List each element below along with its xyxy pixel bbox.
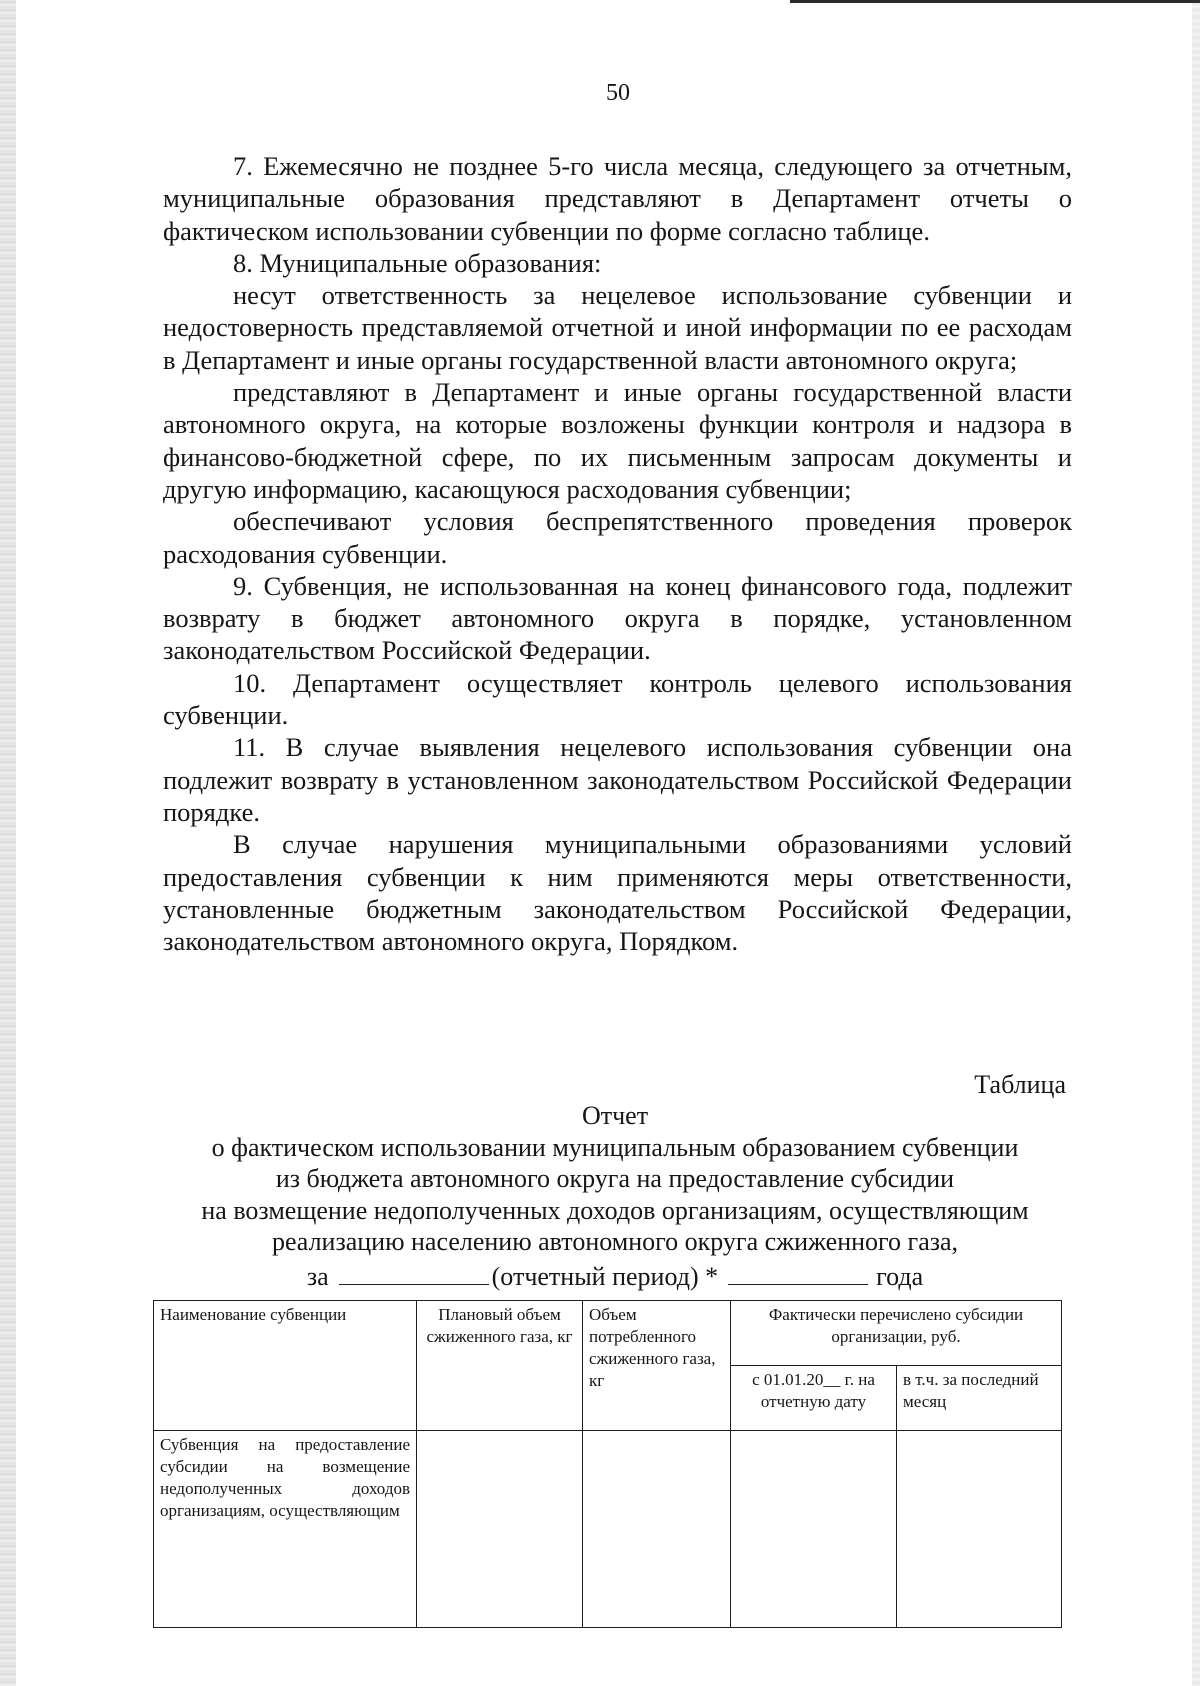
page-number: 50 (606, 80, 630, 106)
row-consumed-cell (583, 1431, 731, 1628)
paragraph-8-responsibility: несут ответственность за нецелевое использование субвенции и недостоверность представляемой отчетной и иной информации по ее расходам в Департамент и иные органы государственной власти автономного округа; (163, 280, 1072, 375)
report-title: Отчет (581, 1101, 649, 1130)
period-label: (отчетный период) * (491, 1262, 719, 1291)
row-from-date-cell (731, 1431, 897, 1628)
scan-edge-right (1192, 0, 1200, 1686)
report-subtitle-line: на возмещение недополученных доходов организациям, осуществляющим (201, 1195, 1029, 1225)
period-blank (339, 1262, 489, 1285)
scan-edge-left (0, 0, 16, 1686)
paragraph-8-submit: представляют в Департамент и иные органы государственной власти автономного округа, на которые возложены функции контроля и надзора в финансово-бюджетной сфере, по их письменным запросам документы и другую информацию, касающуюся расходования субвенции; (163, 377, 1072, 504)
paragraph-11: 11. В случае выявления нецелевого использования субвенции она подлежит возврату в установленном законодательством Российской Федерации порядке. (163, 732, 1072, 827)
header-from-date: с 01.01.20__ г. на отчетную дату (731, 1366, 897, 1431)
report-subtitle-line: о фактическом использовании муниципальным образованием субвенции (211, 1132, 1019, 1162)
row-planned-cell (417, 1431, 583, 1628)
row-last-month-cell (897, 1431, 1062, 1628)
year-blank (728, 1262, 868, 1285)
header-actual-transferred: Фактически перечислено субсидии организации, руб. (731, 1301, 1062, 1366)
table-label: Таблица (974, 1070, 1066, 1099)
table-row (154, 1431, 1062, 1628)
paragraph-9: 9. Субвенция, не использованная на конец финансового года, подлежит возврату в бюджет автономного округа в порядке, установленном законодательством Российской Федерации. (163, 570, 1072, 666)
header-consumed-volume: Объем потребленного сжиженного газа, кг (583, 1301, 731, 1431)
report-period-line (150, 1262, 1080, 1292)
report-subtitle-line: реализацию населению автономного округа сжиженного газа, (271, 1227, 959, 1256)
report-subtitle-line: из бюджета автономного округа на предоставление субсидии (275, 1164, 955, 1193)
paragraph-8: 8. Муниципальные образования: (233, 247, 602, 278)
body-text (163, 150, 1072, 957)
scan-top-line (790, 0, 1200, 3)
header-planned-volume: Плановый объем сжиженного газа, кг (417, 1301, 583, 1431)
report-title-block (150, 1100, 1080, 1258)
table-header-row (154, 1301, 1062, 1366)
paragraph-8-inspections: обеспечивают условия беспрепятственного проведения проверок расходования субвенции. (163, 506, 1072, 569)
period-suffix: года (876, 1262, 924, 1291)
paragraph-11-violation: В случае нарушения муниципальными образованиями условий предоставления субвенции к ним применяются меры ответственности, установленные бюджетным законодательством Российской Федерации, законодательством автономного округа, Порядком. (163, 829, 1072, 957)
header-subvention-name: Наименование субвенции (154, 1301, 417, 1431)
row-subvention-name: Субвенция на предоставление субсидии на возмещение недополученных доходов организациям, осуществляющим (154, 1431, 417, 1628)
report-table (153, 1300, 1062, 1628)
paragraph-10: 10. Департамент осуществляет контроль целевого использования субвенции. (163, 667, 1072, 731)
period-prefix: за (306, 1262, 329, 1291)
paragraph-7: 7. Ежемесячно не позднее 5-го числа месяца, следующего за отчетным, муниципальные образования представляют в Департамент отчеты о фактическом использовании субвенции по форме согласно таблице. (163, 151, 1072, 246)
header-last-month: в т.ч. за последний месяц (897, 1366, 1062, 1431)
